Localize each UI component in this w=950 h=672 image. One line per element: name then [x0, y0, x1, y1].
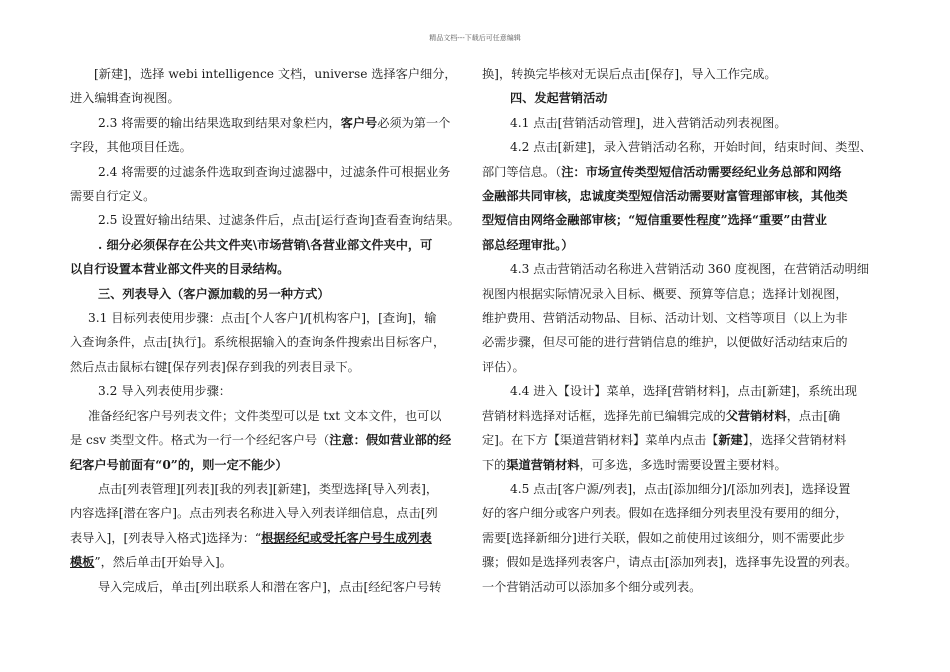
text-segment: 需要[选择新细分]进行关联，假如之前使用过该细分，则不需要此步	[482, 530, 845, 545]
text-segment: 点击[列表管理][列表][我的列表][新建]，类型选择[导入列表]，	[98, 481, 439, 496]
text-segment: 4.2 点击[新建]，录入营销活动名称，开始时间，结束时间、类型、	[510, 140, 872, 155]
text-segment: 是 csv 类型文件。格式为一行一个经纪客户号（	[70, 433, 330, 448]
text-line	[482, 111, 887, 135]
text-segment: 一个营销活动可以添加多个细分或列表。	[482, 579, 702, 594]
text-line	[70, 233, 470, 257]
text-segment: 2.3 将需要的输出结果选取到结果对象栏内，	[98, 115, 341, 130]
text-segment: 四、发起营销活动	[510, 91, 608, 106]
text-segment: ，点击[确	[786, 408, 841, 423]
text-segment: 需要自行定义。	[70, 189, 156, 204]
text-segment: 渠道营销材料	[506, 457, 580, 472]
text-segment: ”，然后单击[开始导入]。	[94, 555, 232, 570]
text-line	[482, 282, 887, 306]
text-segment: 导入完成后，单击[列出联系人和潜在客户]，点击[经纪客户号转	[98, 579, 442, 594]
text-line	[482, 428, 887, 452]
text-line	[482, 453, 887, 477]
text-segment: 维护费用、营销活动物品、目标、活动计划、文档等项目（以上为非	[482, 311, 848, 326]
right-column	[482, 62, 887, 599]
text-segment: 】，选择父营销材料	[742, 433, 847, 448]
text-segment: 视图内根据实际情况录入目标、概要、预算等信息；选择计划视图，	[482, 286, 848, 301]
text-segment: 字段，其他项目任选。	[70, 140, 192, 155]
text-line	[70, 477, 470, 501]
text-segment: 营销材料选择对话框，选择先前已编辑完成的	[482, 408, 726, 423]
text-line	[482, 550, 887, 574]
text-segment: 骤；假如是选择列表客户，请点击[添加列表]，选择事先设置的列表。	[482, 555, 858, 570]
text-segment: 定]。在下方【渠道营销材料】菜单内点击【	[482, 433, 719, 448]
text-line	[482, 86, 887, 110]
text-line	[70, 355, 470, 379]
text-line	[70, 184, 470, 208]
text-segment: 客户号	[340, 115, 378, 130]
text-segment: 3.2 导入列表使用步骤：	[98, 384, 231, 399]
text-segment: [新建]，选择 webi intelligence 文档，universe 选择客户细分，	[94, 67, 457, 81]
text-line	[482, 233, 887, 257]
text-segment: 2.5 设置好输出结果、过滤条件后，点击[运行查询]查看查询结果。	[98, 213, 460, 228]
text-line	[70, 62, 470, 86]
text-line	[70, 282, 470, 306]
text-segment: 3.1 目标列表使用步骤：点击[个人客户]/[机构客户]，[查询]，输	[88, 311, 437, 326]
text-line	[70, 501, 470, 525]
text-line	[482, 501, 887, 525]
text-line	[482, 135, 887, 159]
text-line	[70, 428, 470, 452]
text-line	[70, 86, 470, 110]
text-segment: . 细分必须保存在公共文件夹\市场营销\各营业部文件夹中，可	[98, 237, 433, 252]
left-column	[70, 62, 470, 599]
text-line	[70, 257, 470, 281]
text-line	[70, 453, 470, 477]
text-segment: 入查询条件，点击[执行]。系统根据输入的查询条件搜索出目标客户，	[70, 335, 446, 350]
text-segment: 新建	[718, 433, 743, 448]
text-segment: 以自行设置本营业部文件夹的目录结构。	[70, 262, 290, 277]
text-line	[70, 379, 470, 403]
text-segment: 表导入]，[列表导入格式]选择为：“	[70, 530, 262, 545]
text-segment: 模板	[70, 555, 95, 570]
text-line	[482, 62, 887, 86]
text-line	[70, 111, 470, 135]
text-segment: 部门等信息。（	[482, 164, 562, 179]
text-line	[482, 379, 887, 403]
text-line	[482, 306, 887, 330]
text-line	[70, 550, 470, 574]
text-line	[70, 135, 470, 159]
text-line	[482, 477, 887, 501]
text-line	[482, 184, 887, 208]
text-line	[482, 355, 887, 379]
text-line	[70, 208, 470, 232]
text-segment: 纪客户号前面有“0”的，则一定不能少）	[70, 457, 288, 472]
text-segment: 必需步骤，但尽可能的进行营销信息的维护，以便做好活动结束后的	[482, 335, 848, 350]
text-line	[70, 404, 470, 428]
text-line	[482, 526, 887, 550]
text-line	[70, 526, 470, 550]
text-segment: 准备经纪客户号列表文件；文件类型可以是 txt 文本文件，也可以	[88, 408, 442, 423]
text-line	[482, 575, 887, 599]
text-line	[482, 257, 887, 281]
text-segment: 4.3 点击营销活动名称进入营销活动 360 度视图，在营销活动明细	[510, 262, 869, 277]
text-segment: 注意：假如营业部的经	[329, 433, 452, 448]
text-line	[482, 404, 887, 428]
text-segment: 换]，转换完毕核对无误后点击[保存]，导入工作完成。	[482, 67, 777, 81]
text-segment: 金融部共同审核，忠诚度类型短信活动需要财富管理部审核，其他类	[482, 189, 848, 204]
text-line	[70, 306, 470, 330]
text-segment: 然后点击鼠标右键[保存列表]保存到我的列表目录下。	[70, 359, 360, 374]
text-segment: 进入编辑查询视图。	[70, 91, 180, 106]
text-segment: 2.4 将需要的过滤条件选取到查询过滤器中，过滤条件可根据业务	[98, 164, 451, 179]
text-segment: 三、列表导入（客户源加载的另一种方式）	[98, 286, 330, 301]
text-line	[70, 160, 470, 184]
text-segment: 下的	[482, 457, 507, 472]
text-segment: 4.5 点击[客户源/列表]，点击[添加细分]/[添加列表]，选择设置	[510, 481, 851, 496]
text-segment: 根据经纪或受托客户号生成列表	[261, 530, 432, 545]
text-segment: 父营销材料	[725, 408, 787, 423]
text-line	[70, 575, 470, 599]
text-line	[482, 160, 887, 184]
text-segment: 部总经理审批。）	[482, 237, 574, 252]
text-line	[482, 330, 887, 354]
text-segment: 型短信由网络金融部审核；“短信重要性程度”选择“重要”由营业	[482, 213, 827, 228]
text-segment: 好的客户细分或客户列表。假如在选择细分列表里没有要用的细分，	[482, 506, 848, 521]
text-segment: 内容选择[潜在客户]。点击列表名称进入导入列表详细信息，点击[列	[70, 506, 438, 521]
text-segment: 4.1 点击[营销活动管理]，进入营销活动列表视图。	[510, 115, 787, 130]
text-segment: 评估）。	[482, 359, 525, 374]
text-line	[70, 330, 470, 354]
page-header: 精品文档---下载后可任意编辑	[429, 34, 521, 42]
text-segment: 4.4 进入【设计】菜单，选择[营销材料]，点击[新建]，系统出现	[510, 384, 857, 399]
text-segment: 必须为第一个	[377, 115, 451, 130]
text-line	[482, 208, 887, 232]
text-segment: 注：市场宣传类型短信活动需要经纪业务总部和网络	[561, 164, 842, 179]
text-segment: ，可多选，多选时需要设置主要材料。	[579, 457, 787, 472]
